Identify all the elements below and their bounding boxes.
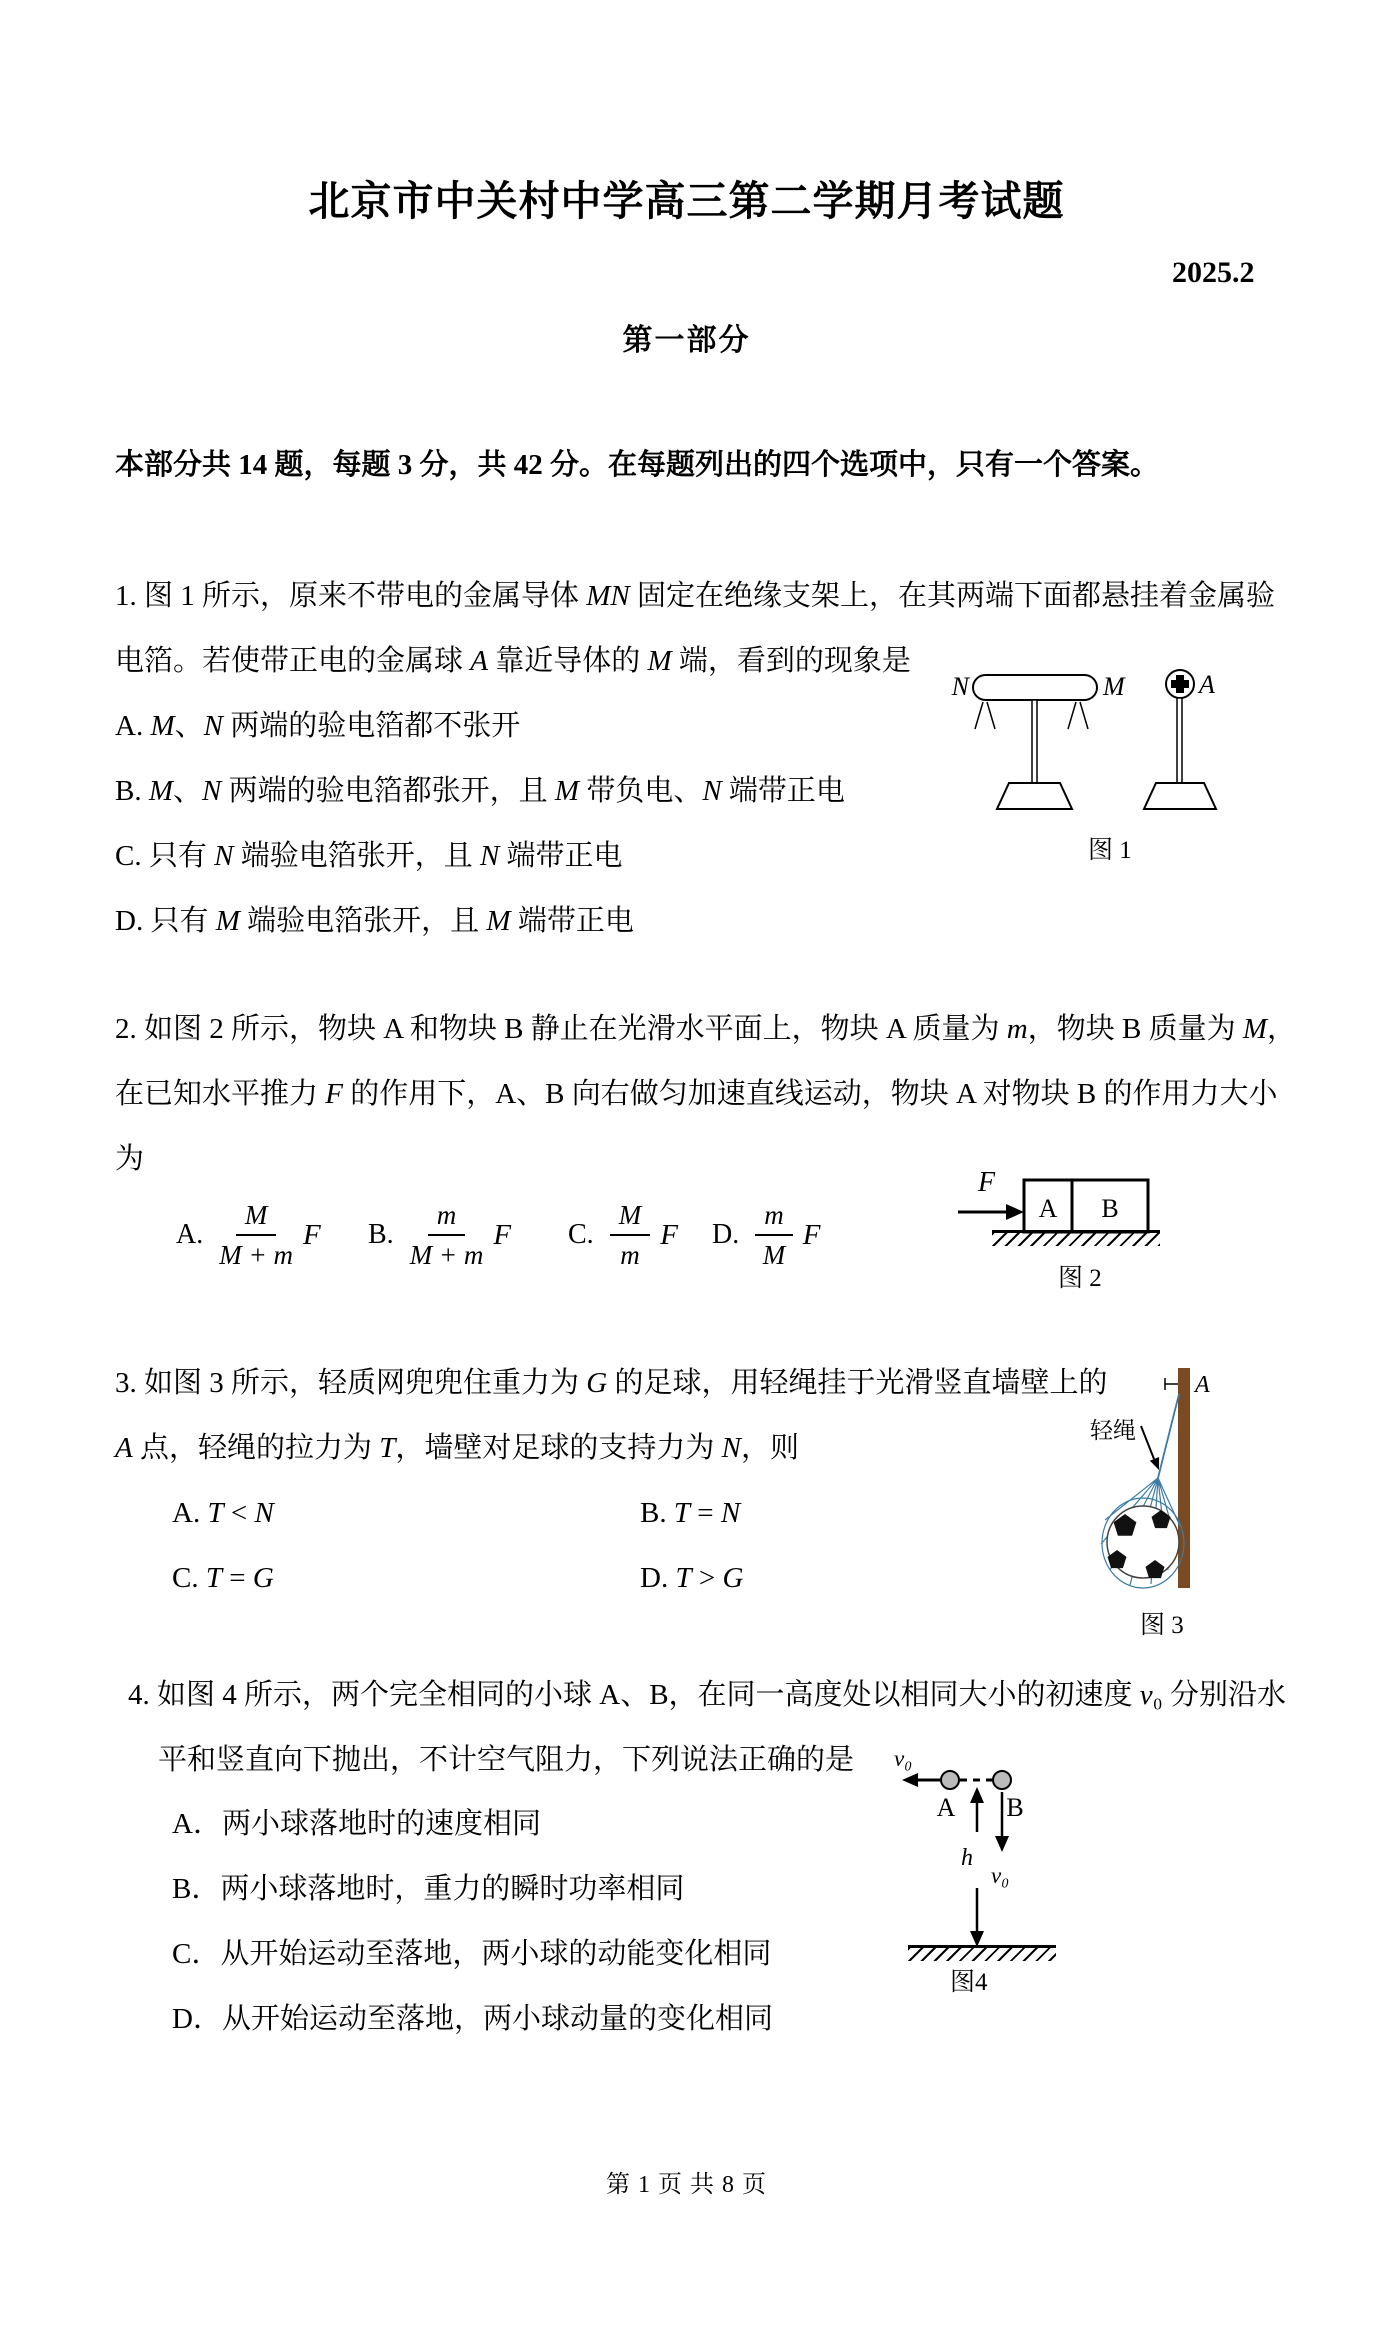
q2-option-b-label: B. (368, 1219, 394, 1250)
fig4-velocity-arrowhead-down (995, 1836, 1009, 1852)
q3-line-1: 3. 如图 3 所示，轻质网兜兜住重力为 G 的足球，用轻绳挂于光滑竖直墙壁上的 (115, 1367, 1108, 1399)
q2-option-c-label: C. (568, 1219, 594, 1250)
q3-line-2: A 点，轻绳的拉力为 T，墙壁对足球的支持力为 N，则 (115, 1432, 799, 1464)
fig3-rope (1158, 1394, 1179, 1478)
fig3-wall (1178, 1368, 1190, 1588)
fig1-electroscope-diagram (925, 645, 1235, 815)
q4-option-a: A．两小球落地时的速度相同 (172, 1808, 541, 1840)
q4-line-2: 平和竖直向下抛出，不计空气阻力，下列说法正确的是 (158, 1744, 855, 1776)
fig2-label-f: F (978, 1167, 996, 1198)
q3-option-c: C. T = G (172, 1562, 274, 1594)
q1-option-c: C. 只有 N 端验电箔张开，且 N 端带正电 (115, 840, 623, 872)
fig4-label-h: h (961, 1845, 973, 1871)
q2-line-1: 2. 如图 2 所示，物块 A 和物块 B 静止在光滑水平面上，物块 A 质量为 m，物块 B 质量为 M， (115, 1013, 1297, 1045)
fig4-ball-b (993, 1771, 1011, 1789)
fig4-label-b: B (1006, 1793, 1024, 1822)
q3-option-b: B. T = N (640, 1497, 741, 1529)
fig1-label-a: A (1199, 670, 1215, 699)
fig4-ball-a (941, 1771, 959, 1789)
intro-text: 本部分共 14 题，每题 3 分，共 42 分。在每题列出的四个选项中，只有一个答案。 (115, 449, 1160, 481)
fig3-football-diagram (1055, 1358, 1245, 1593)
fig4-caption: 图4 (950, 1969, 988, 1996)
fig4-height-arrowhead-up (970, 1787, 984, 1803)
q2-option-c-denominator: m (620, 1240, 640, 1270)
q2-line-2: 在已知水平推力 F 的作用下，A、B 向右做匀加速直线运动，物块 A 对物块 B 的作用力大小 (115, 1078, 1278, 1110)
q4-option-c: C．从开始运动至落地，两小球的动能变化相同 (172, 1938, 772, 1970)
q2-option-c-numerator: M (610, 1200, 651, 1236)
q2-option-d-force: F (802, 1218, 821, 1251)
q2-line-3: 为 (115, 1143, 145, 1175)
q2-option-a-label: A. (176, 1219, 204, 1250)
q2-option-d (712, 1200, 820, 1270)
q2-option-a (176, 1200, 321, 1270)
fig1-ball-stand-rod (1177, 698, 1182, 783)
fig4-projectile-diagram (878, 1740, 1093, 1955)
q2-option-a-denominator: M + m (219, 1240, 293, 1270)
q3-option-d: D. T > G (640, 1562, 744, 1594)
q2-option-d-label: D. (712, 1219, 740, 1250)
fig2-caption: 图 2 (1058, 1265, 1102, 1292)
q1-line-2: 电箔。若使带正电的金属球 A 靠近导体的 M 端，看到的现象是 (115, 645, 911, 677)
q2-option-d-denominator: M (762, 1240, 786, 1270)
fig1-stand-base (997, 783, 1072, 809)
q2-option-b-numerator: m (428, 1200, 466, 1236)
fig4-label-v0-down: v₀ (991, 1863, 1010, 1888)
section-heading: 第一部分 (622, 324, 751, 357)
q1-option-a: A. M、N 两端的验电箔都不张开 (115, 710, 521, 742)
q1-line-1: 1. 图 1 所示，原来不带电的金属导体 MN 固定在绝缘支架上，在其两端下面都悬挂着金属验 (115, 580, 1276, 612)
fig4-velocity-arrowhead-left (902, 1773, 918, 1787)
fig3-rope-label: 轻绳 (1090, 1418, 1136, 1443)
fig3-label-a: A (1195, 1372, 1210, 1398)
fig4-label-v0-left: v₀ (894, 1746, 913, 1771)
fig2-ground-hatch (992, 1230, 1160, 1246)
fig1-caption: 图 1 (1088, 837, 1132, 864)
q2-option-b-denominator: M + m (409, 1240, 484, 1270)
page-title: 北京市中关村中学高三第二学期月考试题 (308, 178, 1065, 224)
fig3-caption: 图 3 (1140, 1612, 1184, 1639)
q3-option-a: A. T < N (172, 1497, 274, 1529)
q2-option-b-fraction (410, 1200, 484, 1270)
fig4-label-a: A (936, 1793, 956, 1822)
fig1-ball-stand-base (1144, 783, 1216, 809)
q2-option-a-numerator: M (236, 1200, 277, 1236)
fig4-ground-hatch (908, 1945, 1056, 1961)
q4-option-b: B．两小球落地时，重力的瞬时功率相同 (172, 1873, 685, 1905)
q2-option-c (568, 1200, 678, 1270)
q2-option-a-fraction (219, 1200, 293, 1270)
q2-option-c-fraction (610, 1200, 651, 1270)
fig3-rope-pointer-arrowhead (1150, 1457, 1159, 1470)
fig2-label-a: A (1038, 1194, 1058, 1223)
q4-line-1: 4. 如图 4 所示，两个完全相同的小球 A、B，在同一高度处以相同大小的初速度 v₀ 分别沿水 (128, 1679, 1287, 1711)
q2-option-d-fraction (755, 1200, 793, 1270)
q2-option-c-force: F (660, 1218, 678, 1251)
fig1-label-m: M (1103, 672, 1125, 701)
q2-option-a-force: F (302, 1218, 321, 1251)
fig1-conductor-mn (973, 675, 1097, 700)
q1-option-d: D. 只有 M 端验电箔张开，且 M 端带正电 (115, 905, 634, 937)
fig1-stand-rod (1032, 700, 1037, 783)
q1-option-b: B. M、N 两端的验电箔都张开，且 M 带负电、N 端带正电 (115, 775, 845, 807)
q2-option-b-force: F (493, 1218, 512, 1251)
fig1-label-n: N (951, 672, 969, 701)
exam-date: 2025.2 (1172, 256, 1255, 289)
q2-option-b (368, 1200, 511, 1270)
fig1-plus-icon-vertical (1176, 675, 1184, 693)
fig2-force-arrowhead (1006, 1204, 1024, 1220)
fig3-rope-pointer-arrow (1141, 1426, 1154, 1459)
page-footer: 第 1 页 共 8 页 (606, 2172, 767, 2198)
q2-option-d-numerator: m (755, 1200, 793, 1236)
fig3-point-a-tick (1165, 1378, 1178, 1390)
q4-option-d: D．从开始运动至落地，两小球动量的变化相同 (172, 2003, 773, 2035)
fig2-label-b: B (1101, 1194, 1119, 1223)
